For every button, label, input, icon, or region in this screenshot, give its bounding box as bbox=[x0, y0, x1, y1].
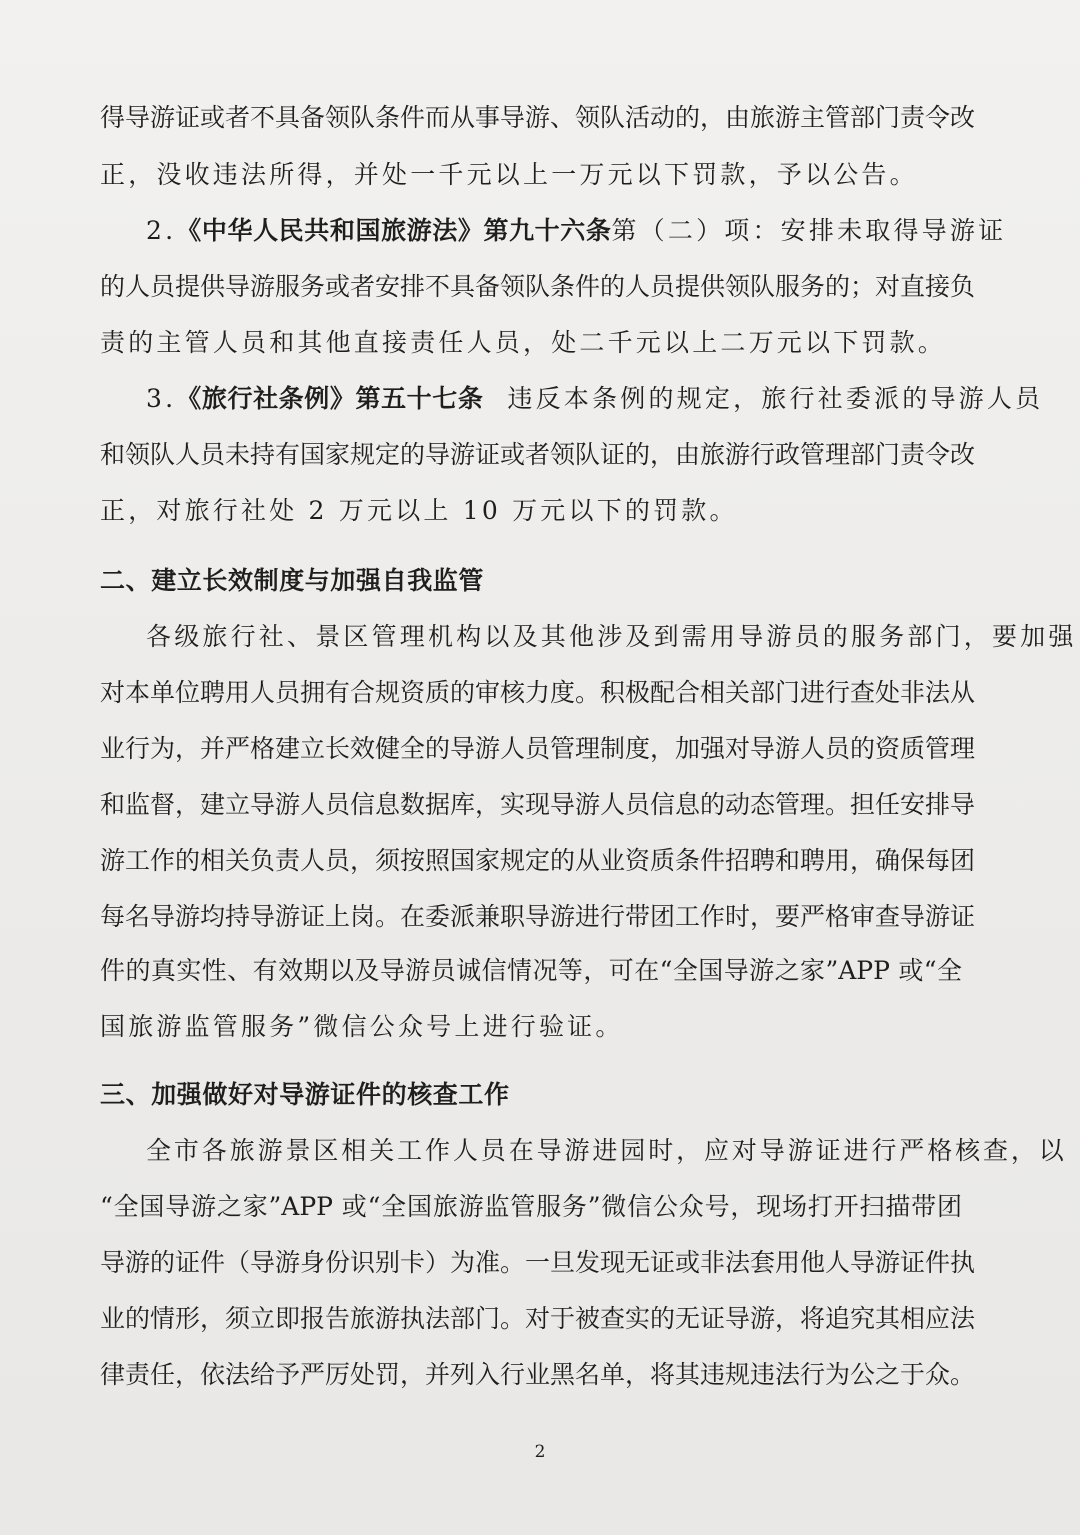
body-line: 业的情形，须立即报告旅游执法部门。对于被查实的无证导游，将追究其相应法 bbox=[100, 1304, 976, 1333]
section-3-heading: 三、加强做好对导游证件的核查工作 bbox=[100, 1080, 510, 1109]
body-line: 的人员提供导游服务或者安排不具备领队条件的人员提供领队服务的；对直接负 bbox=[100, 272, 976, 301]
body-line: 游工作的相关负责人员，须按照国家规定的从业资质条件招聘和聘用，确保每团 bbox=[100, 846, 976, 875]
body-line: 和监督，建立导游人员信息数据库，实现导游人员信息的动态管理。担任安排导 bbox=[100, 790, 976, 819]
section-2-heading: 二、建立长效制度与加强自我监管 bbox=[100, 566, 485, 595]
item-3-first-line bbox=[0, 379, 1080, 419]
body-line: 和领队人员未持有国家规定的导游证或者领队证的，由旅游行政管理部门责令改 bbox=[100, 440, 976, 469]
item-2-number: 2. bbox=[146, 216, 177, 245]
body-line: “全国导游之家”APP 或“全国旅游监管服务”微信公众号，现场打开扫描带团 bbox=[100, 1192, 962, 1221]
body-line: 件的真实性、有效期以及导游员诚信情况等，可在“全国导游之家”APP 或“全 bbox=[100, 956, 962, 985]
body-line: 导游的证件（导游身份识别卡）为准。一旦发现无证或非法套用他人导游证件执 bbox=[100, 1248, 976, 1277]
item-3-title: 《旅行社条例》第五十七条 bbox=[176, 384, 484, 413]
body-line: 律责任，依法给予严厉处罚，并列入行业黑名单，将其违规违法行为公之于众。 bbox=[100, 1360, 976, 1389]
body-line: 正，对旅行社处 2 万元以上 10 万元以下的罚款。 bbox=[100, 496, 738, 525]
body-line: 全市各旅游景区相关工作人员在导游进园时，应对导游证进行严格核查，以 bbox=[146, 1136, 1067, 1165]
page-number: 2 bbox=[534, 1442, 546, 1462]
item-3-number: 3. bbox=[146, 384, 177, 413]
item-2-title: 《中华人民共和国旅游法》第九十六条 bbox=[176, 216, 612, 245]
body-line: 每名导游均持导游证上岗。在委派兼职导游进行带团工作时，要严格审查导游证 bbox=[100, 902, 976, 931]
item-2-first-line bbox=[0, 211, 1080, 251]
body-line: 对本单位聘用人员拥有合规资质的审核力度。积极配合相关部门进行查处非法从 bbox=[100, 678, 976, 707]
body-line: 国旅游监管服务”微信公众号上进行验证。 bbox=[100, 1012, 624, 1041]
body-line: 正，没收违法所得，并处一千元以上一万元以下罚款，予以公告。 bbox=[100, 160, 918, 189]
item-3-text: 违反本条例的规定，旅行社委派的导游人员 bbox=[507, 384, 1044, 413]
body-line: 得导游证或者不具备领队条件而从事导游、领队活动的，由旅游主管部门责令改 bbox=[100, 103, 976, 132]
body-line: 各级旅行社、景区管理机构以及其他涉及到需用导游员的服务部门，要加强 bbox=[146, 622, 1077, 651]
item-2-text: 第（二）项：安排未取得导游证 bbox=[611, 216, 1007, 245]
body-line: 责的主管人员和其他直接责任人员，处二千元以上二万元以下罚款。 bbox=[100, 328, 947, 357]
body-line: 业行为，并严格建立长效健全的导游人员管理制度，加强对导游人员的资质管理 bbox=[100, 734, 976, 763]
